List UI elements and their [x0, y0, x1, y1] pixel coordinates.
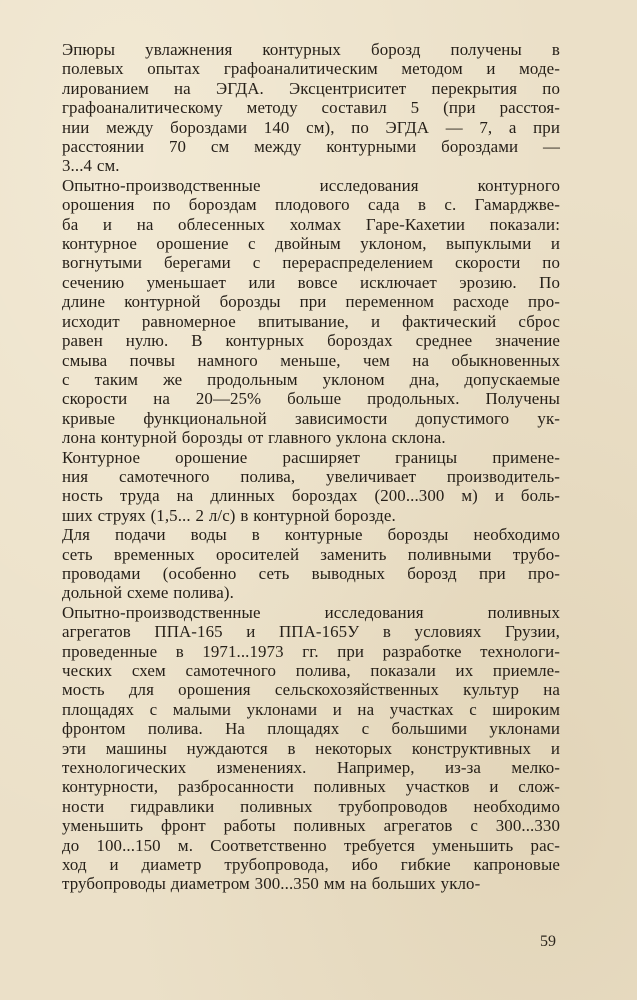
text-line: сечению уменьшает или вовсе исключает эрозию. По — [62, 272, 560, 292]
text-line: ба и на облесенных холмах Гаре-Кахетии показали: — [62, 214, 560, 234]
text-line: расстоянии 70 см между контурными бороздами — — [62, 137, 560, 157]
text-line: Эпюры увлажнения контурных борозд получены в — [62, 40, 560, 59]
text-line: кривые функциональной зависимости допустимого ук- — [62, 408, 560, 428]
text-line: смыва почвы намного меньше, чем на обыкновенных — [62, 350, 560, 370]
text-line: эти машины нуждаются в некоторых конструктивных и — [62, 738, 560, 758]
paragraph — [62, 176, 560, 448]
paragraph — [62, 40, 560, 176]
text-line: исходит равномерное впитывание, и фактический сброс — [62, 311, 560, 331]
text-line: ности гидравлики поливных трубопроводов необходимо — [62, 796, 560, 816]
text-line: вогнутыми берегами с перераспределением скорости по — [62, 253, 560, 273]
text-line: 3...4 см. — [62, 156, 120, 176]
page-number: 59 — [540, 933, 556, 950]
paragraph — [62, 448, 560, 526]
text-line: ния самотечного полива, увеличивает производитель- — [62, 466, 560, 486]
text-line: Контурное орошение расширяет границы примене- — [62, 447, 560, 467]
text-line: проведенные в 1971...1973 гг. при разработке технологи- — [62, 641, 560, 661]
page-body-text — [62, 40, 560, 894]
text-line: контурности, разбросанности поливных участков и слож- — [62, 777, 560, 797]
text-line: технологических изменениях. Например, из-за мелко- — [62, 758, 560, 778]
text-line: лона контурной борозды от главного уклона склона. — [62, 428, 446, 448]
text-line: Опытно-производственные исследования поливных — [62, 602, 560, 622]
text-line: проводами (особенно сеть выводных борозд при про- — [62, 563, 560, 583]
text-line: дольной схеме полива). — [62, 583, 234, 603]
text-line: скорости на 20—25% больше продольных. Получены — [62, 389, 560, 409]
text-line: площадях с малыми уклонами и на участках с широким — [62, 699, 560, 719]
text-line: до 100...150 м. Соответственно требуется уменьшить рас- — [62, 835, 560, 855]
paragraph — [62, 603, 560, 894]
text-line: орошения по бороздам плодового сада в с. Гамарджве- — [62, 195, 560, 215]
text-line: Опытно-производственные исследования контурного — [62, 175, 560, 195]
text-line: контурное орошение с двойным уклоном, выпуклыми и — [62, 234, 560, 254]
text-line: графоаналитическому методу составил 5 (при расстоя- — [62, 98, 560, 118]
text-line: ших струях (1,5... 2 л/с) в контурной борозде. — [62, 505, 396, 525]
text-line: уменьшить фронт работы поливных агрегатов с 300...330 — [62, 816, 560, 836]
text-line: сеть временных оросителей заменить поливными трубо- — [62, 544, 560, 564]
text-line: длине контурной борозды при переменном расходе про- — [62, 292, 560, 312]
paragraph — [62, 525, 560, 603]
text-line: ход и диаметр трубопровода, ибо гибкие капроновые — [62, 855, 560, 875]
text-line: агрегатов ППА-165 и ППА-165У в условиях Грузии, — [62, 622, 560, 642]
text-line: мость для орошения сельскохозяйственных культур на — [62, 680, 560, 700]
text-line: лированием на ЭГДА. Эксцентриситет перекрытия по — [62, 78, 560, 98]
text-line: равен нулю. В контурных бороздах среднее значение — [62, 331, 560, 351]
text-line: ческих схем самотечного полива, показали их приемле- — [62, 661, 560, 680]
text-line: с таким же продольным уклоном дна, допускаемые — [62, 369, 560, 389]
text-line: Для подачи воды в контурные борозды необходимо — [62, 525, 560, 545]
text-line: трубопроводы диаметром 300...350 мм на больших укло- — [62, 874, 481, 894]
text-line: нии между бороздами 140 см), по ЭГДА — 7, а при — [62, 117, 560, 137]
text-line: полевых опытах графоаналитическим методом и моде- — [62, 59, 560, 79]
text-line: фронтом полива. На площадях с большими уклонами — [62, 719, 560, 739]
text-line: ность труда на длинных бороздах (200...300 м) и боль- — [62, 486, 560, 506]
